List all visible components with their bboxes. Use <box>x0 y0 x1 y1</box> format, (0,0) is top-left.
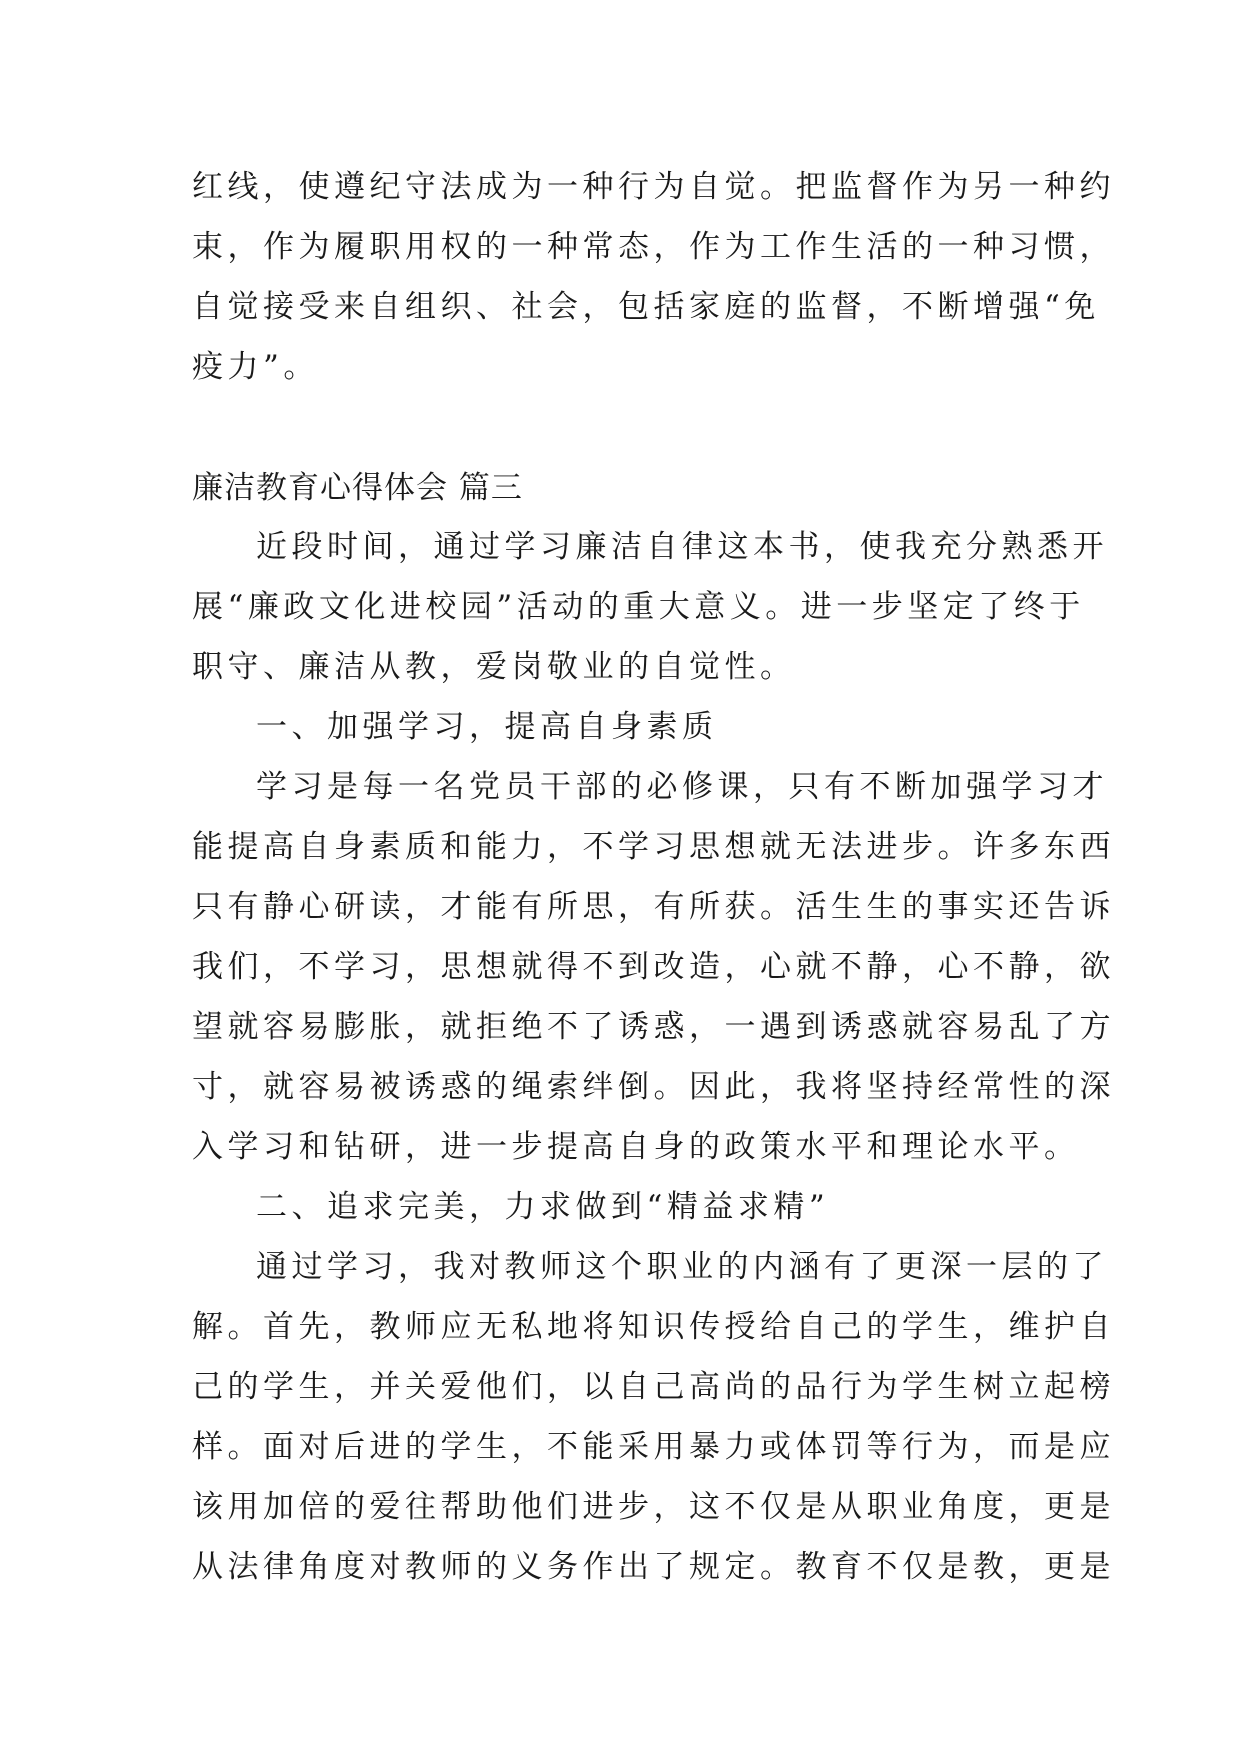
paragraph-line: 自觉接受来自组织、社会，包括家庭的监督，不断增强“免 <box>192 289 1100 325</box>
section-heading: 廉洁教育心得体会 篇三 <box>192 470 523 506</box>
paragraph-line: 样。面对后进的学生，不能采用暴力或体罚等行为，而是应 <box>192 1429 1115 1465</box>
paragraph-line: 我们，不学习，思想就得不到改造，心就不静，心不静，欲 <box>192 949 1115 985</box>
paragraph-line: 能提高自身素质和能力，不学习思想就无法进步。许多东西 <box>192 829 1115 865</box>
paragraph-line: 只有静心研读，才能有所思，有所获。活生生的事实还告诉 <box>192 889 1115 925</box>
paragraph-line: 职守、廉洁从教，爱岗敬业的自觉性。 <box>192 649 796 685</box>
paragraph-line: 望就容易膨胀，就拒绝不了诱惑，一遇到诱惑就容易乱了方 <box>192 1009 1115 1045</box>
paragraph-line: 疫力”。 <box>192 349 319 385</box>
paragraph-line: 解。首先，教师应无私地将知识传授给自己的学生，维护自 <box>192 1309 1115 1345</box>
paragraph-line: 展“廉政文化进校园”活动的重大意义。进一步坚定了终于 <box>192 589 1085 625</box>
paragraph-line: 学习是每一名党员干部的必修课，只有不断加强学习才 <box>256 769 1108 805</box>
paragraph-line: 通过学习，我对教师这个职业的内涵有了更深一层的了 <box>256 1249 1108 1285</box>
subheading: 一、加强学习，提高自身素质 <box>256 709 718 745</box>
paragraph-line: 己的学生，并关爱他们，以自己高尚的品行为学生树立起榜 <box>192 1369 1115 1405</box>
paragraph-line: 从法律角度对教师的义务作出了规定。教育不仅是教，更是 <box>192 1549 1115 1585</box>
paragraph-line: 近段时间，通过学习廉洁自律这本书，使我充分熟悉开 <box>256 529 1108 565</box>
subheading: 二、追求完美，力求做到“精益求精” <box>256 1189 830 1225</box>
paragraph-line: 入学习和钻研，进一步提高自身的政策水平和理论水平。 <box>192 1129 1080 1165</box>
paragraph-line: 束，作为履职用权的一种常态，作为工作生活的一种习惯， <box>192 229 1115 265</box>
paragraph-line: 红线，使遵纪守法成为一种行为自觉。把监督作为另一种约 <box>192 169 1115 205</box>
paragraph-line: 寸，就容易被诱惑的绳索绊倒。因此，我将坚持经常性的深 <box>192 1069 1115 1105</box>
paragraph-line: 该用加倍的爱往帮助他们进步，这不仅是从职业角度，更是 <box>192 1489 1115 1525</box>
